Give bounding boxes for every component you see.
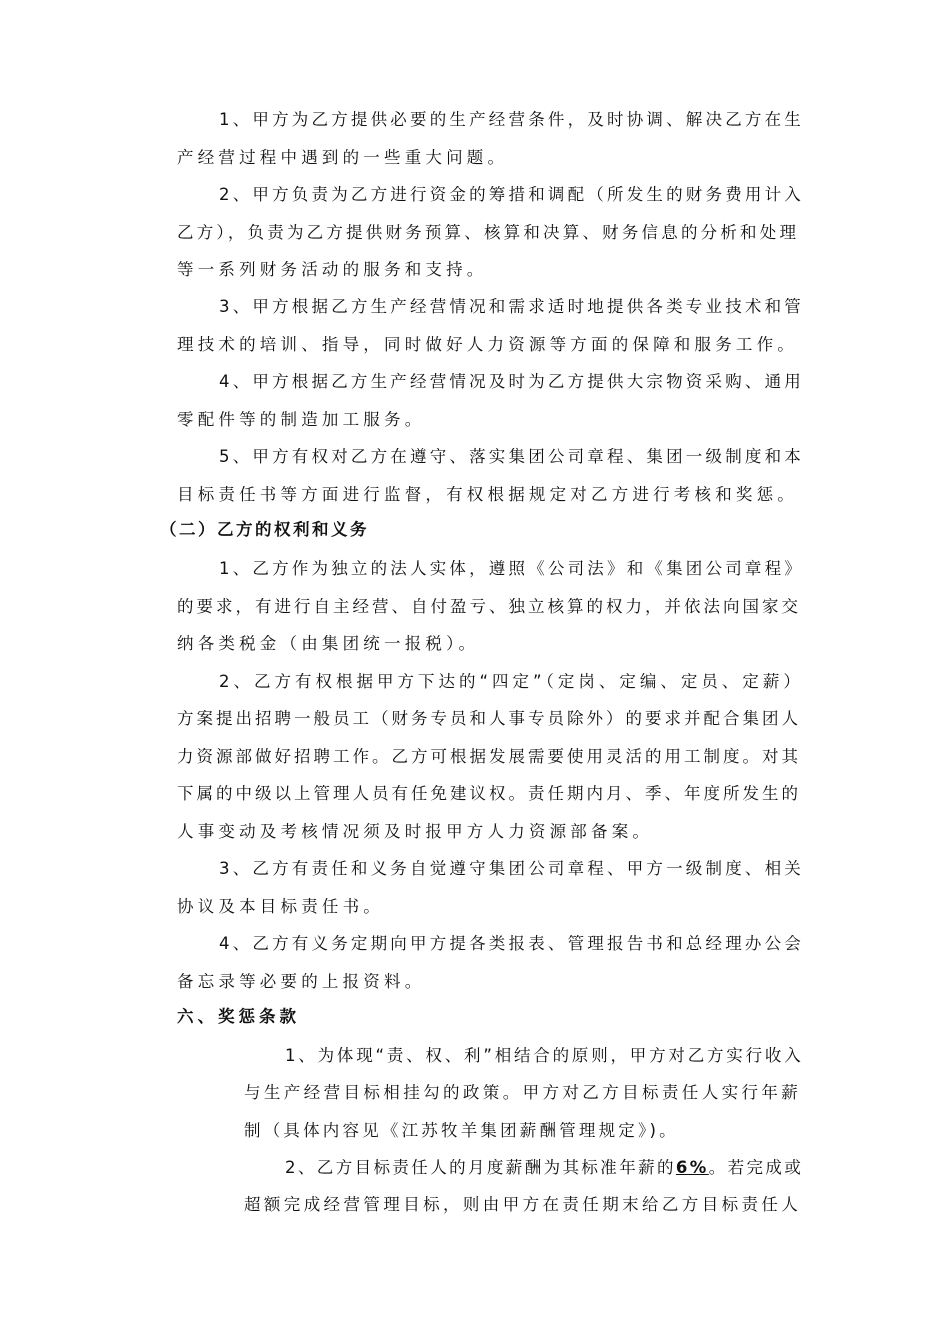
paragraph-line: 3、乙方有责任和义务自觉遵守集团公司章程、甲方一级制度、相关 [219,859,804,878]
paragraph-line: 产经营过程中遇到的一些重大问题。 [177,148,509,167]
paragraph-line [285,1156,803,1180]
text-run: 。若完成或 [708,1158,804,1177]
paragraph-line: 1、乙方作为独立的法人实体，遵照《公司法》和《集团公司章程》 [219,559,804,578]
paragraph-line: 的要求，有进行自主经营、自付盈亏、独立核算的权力，并依法向国家交 [177,597,801,616]
paragraph-line: 理技术的培训、指导，同时做好人力资源等方面的保障和服务工作。 [177,335,798,354]
paragraph-line: 1、为体现“责、权、利”相结合的原则，甲方对乙方实行收入 [285,1046,804,1065]
paragraph-line: 协议及本目标责任书。 [177,897,384,916]
paragraph-line: 3、甲方根据乙方生产经营情况和需求适时地提供各类专业技术和管 [219,297,804,316]
paragraph-line: 目标责任书等方面进行监督，有权根据规定对乙方进行考核和奖惩。 [177,485,798,504]
paragraph-line: 乙方），负责为乙方提供财务预算、核算和决算、财务信息的分析和处理 [177,223,800,242]
paragraph-line: 与生产经营目标相挂勾的政策。甲方对乙方目标责任人实行年薪 [244,1083,802,1102]
paragraph-line: 纳各类税金（由集团统一报税）。 [177,634,480,653]
paragraph-line: 人事变动及考核情况须及时报甲方人力资源部备案。 [177,822,654,841]
paragraph-line: 4、乙方有义务定期向甲方提各类报表、管理报告书和总经理办公会 [219,934,804,953]
paragraph-line: 4、甲方根据乙方生产经营情况及时为乙方提供大宗物资采购、通用 [219,372,804,391]
paragraph-line: 力资源部做好招聘工作。乙方可根据发展需要使用灵活的用工制度。对其 [177,747,801,766]
paragraph-line: 下属的中级以上管理人员有任免建议权。责任期内月、季、年度所发生的 [177,784,801,803]
paragraph-line: 备忘录等必要的上报资料。 [177,972,426,991]
paragraph-line: 制（具体内容见《江苏牧羊集团薪酬管理规定》)。 [244,1121,679,1140]
paragraph-line: 零配件等的制造加工服务。 [177,410,426,429]
paragraph-line: 2、甲方负责为乙方进行资金的筹措和调配（所发生的财务费用计入 [219,185,804,204]
section-heading: （二）乙方的权利和义务 [160,520,369,539]
section-heading: 六、奖惩条款 [177,1007,300,1026]
paragraph-line: 等一系列财务活动的服务和支持。 [177,260,488,279]
paragraph-line: 方案提出招聘一般员工（财务专员和人事专员除外）的要求并配合集团人 [177,709,801,728]
paragraph-line: 超额完成经营管理目标，则由甲方在责任期末给乙方目标责任人 [244,1195,802,1214]
percentage-highlight: 6% [675,1158,709,1177]
paragraph-line: 1、甲方为乙方提供必要的生产经营条件，及时协调、解决乙方在生 [219,110,804,129]
paragraph-line: 2、乙方有权根据甲方下达的“四定”（定岗、定编、定员、定薪） [219,672,804,691]
text-run: 2、乙方目标责任人的月度薪酬为其标准年薪的 [285,1158,676,1177]
paragraph-line: 5、甲方有权对乙方在遵守、落实集团公司章程、集团一级制度和本 [219,447,804,466]
